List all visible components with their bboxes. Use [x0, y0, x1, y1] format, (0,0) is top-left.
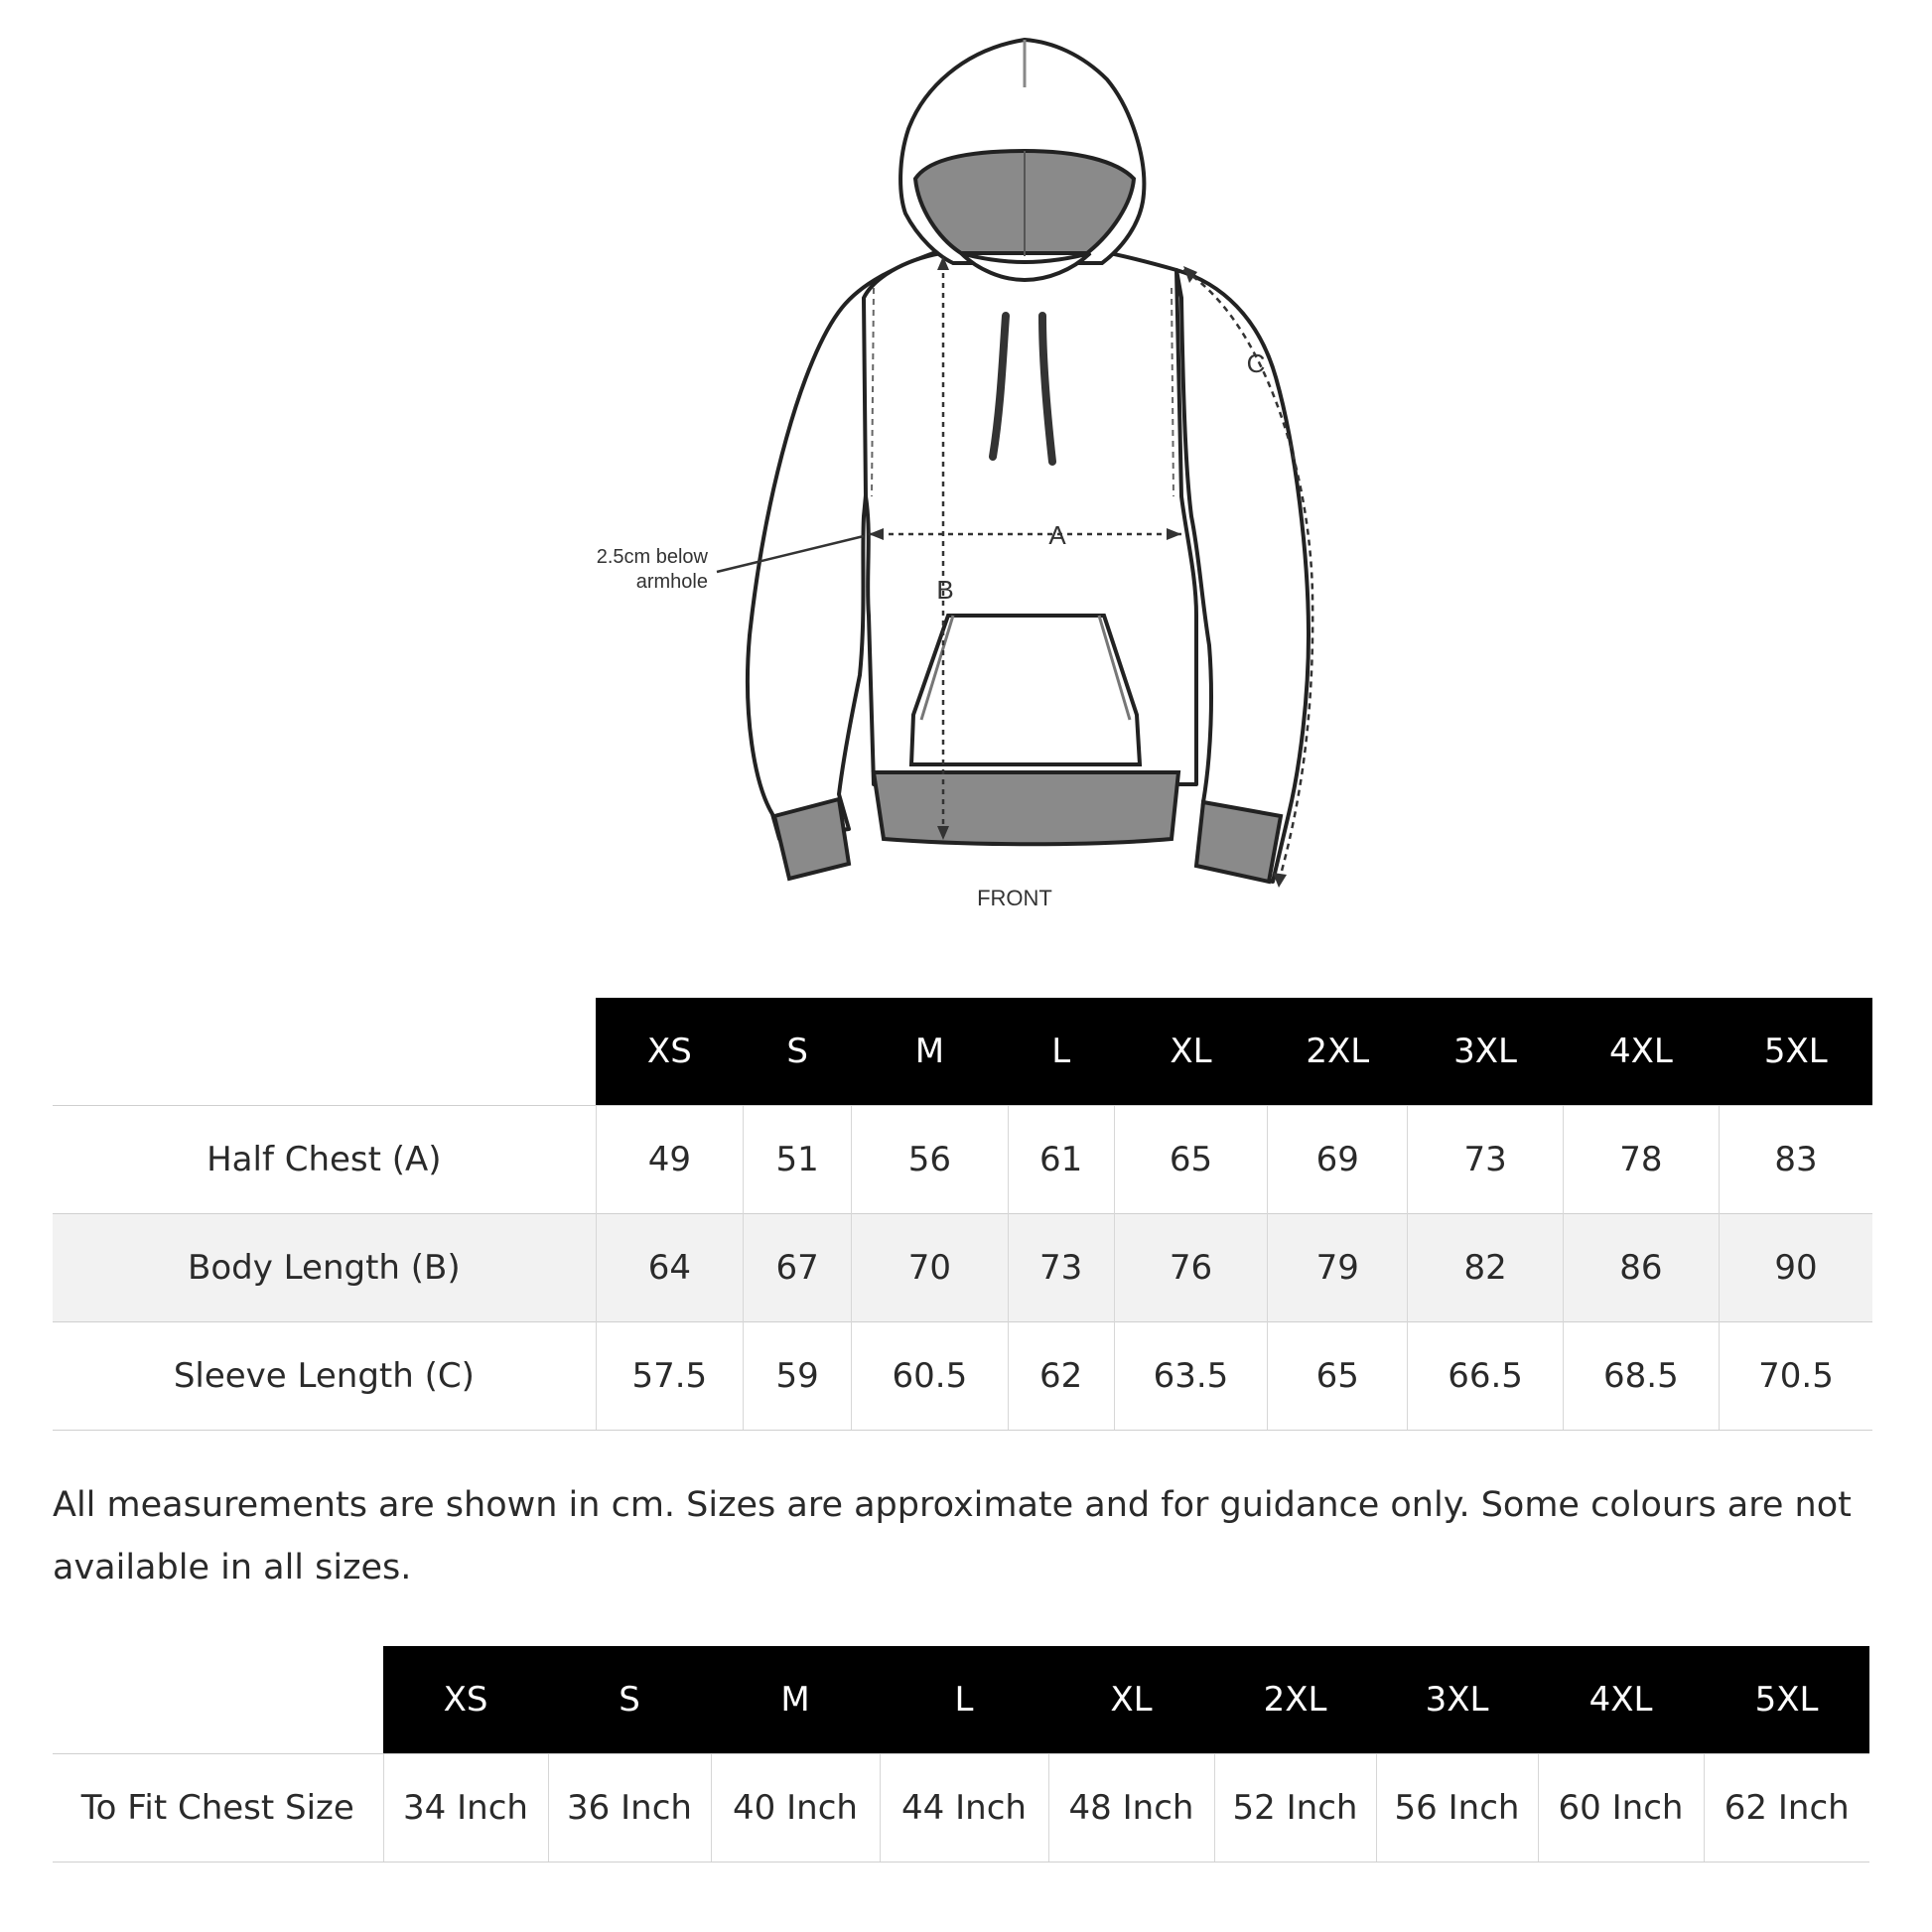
size-header-xl: XL: [1114, 998, 1267, 1106]
table-cell: 90: [1720, 1214, 1872, 1322]
size-header-2xl: 2XL: [1268, 998, 1408, 1106]
table-cell: 36 Inch: [548, 1754, 711, 1863]
table-cell: 70.5: [1720, 1322, 1872, 1431]
row-label: Half Chest (A): [53, 1106, 596, 1214]
armhole-note-line2: armhole: [635, 571, 708, 593]
view-label: FRONT: [977, 886, 1052, 910]
header-corner: [53, 998, 596, 1106]
measurements-note: All measurements are shown in cm. Sizes are approximate and for guidance only. Some colours are not available in all sizes.: [53, 1485, 1852, 1587]
measurements-table: [53, 998, 1872, 1431]
size-header-m: M: [852, 998, 1008, 1106]
table-row: [53, 1214, 1872, 1322]
table-cell: 78: [1563, 1106, 1719, 1214]
table-cell: 70: [852, 1214, 1008, 1322]
size-header-5xl: 5XL: [1704, 1646, 1869, 1754]
row-label: Body Length (B): [53, 1214, 596, 1322]
size-header-3xl: 3XL: [1376, 1646, 1538, 1754]
table-cell: 76: [1114, 1214, 1267, 1322]
table-cell: 60.5: [852, 1322, 1008, 1431]
table-cell: 69: [1268, 1106, 1408, 1214]
table-cell: 48 Inch: [1048, 1754, 1214, 1863]
size-header-3xl: 3XL: [1408, 998, 1563, 1106]
fit-size-table: [53, 1646, 1869, 1863]
table-cell: 82: [1408, 1214, 1563, 1322]
table-cell: 63.5: [1114, 1322, 1267, 1431]
size-header-2xl: 2XL: [1214, 1646, 1376, 1754]
row-label: Sleeve Length (C): [53, 1322, 596, 1431]
table-row: [53, 1106, 1872, 1214]
header-corner: [53, 1646, 383, 1754]
size-header-5xl: 5XL: [1720, 998, 1872, 1106]
table-cell: 62: [1008, 1322, 1114, 1431]
table-cell: 56: [852, 1106, 1008, 1214]
size-header-s: S: [744, 998, 852, 1106]
table-cell: 51: [744, 1106, 852, 1214]
table-cell: 59: [744, 1322, 852, 1431]
table-cell: 73: [1408, 1106, 1563, 1214]
size-header-xs: XS: [596, 998, 743, 1106]
table-cell: 44 Inch: [880, 1754, 1048, 1863]
table-cell: 61: [1008, 1106, 1114, 1214]
table-cell: 66.5: [1408, 1322, 1563, 1431]
pocket: [911, 616, 1140, 764]
table-cell: 65: [1114, 1106, 1267, 1214]
table-cell: 86: [1563, 1214, 1719, 1322]
label-c: C: [1246, 348, 1266, 378]
table-cell: 57.5: [596, 1322, 743, 1431]
size-header-4xl: 4XL: [1563, 998, 1719, 1106]
size-header-s: S: [548, 1646, 711, 1754]
table-cell: 56 Inch: [1376, 1754, 1538, 1863]
size-header-xl: XL: [1048, 1646, 1214, 1754]
table-cell: 60 Inch: [1538, 1754, 1704, 1863]
size-header-row: [53, 1646, 1869, 1754]
table-cell: 52 Inch: [1214, 1754, 1376, 1863]
table-cell: 40 Inch: [711, 1754, 880, 1863]
label-b: B: [936, 575, 954, 605]
table-cell: 67: [744, 1214, 852, 1322]
size-header-l: L: [880, 1646, 1048, 1754]
table-cell: 34 Inch: [383, 1754, 548, 1863]
table-cell: 79: [1268, 1214, 1408, 1322]
size-header-4xl: 4XL: [1538, 1646, 1704, 1754]
table-cell: 49: [596, 1106, 743, 1214]
size-header-xs: XS: [383, 1646, 548, 1754]
table-cell: 64: [596, 1214, 743, 1322]
table-cell: 73: [1008, 1214, 1114, 1322]
hood: [900, 40, 1144, 280]
table-cell: 68.5: [1563, 1322, 1719, 1431]
size-header-l: L: [1008, 998, 1114, 1106]
label-a: A: [1048, 520, 1066, 550]
table-row: [53, 1322, 1872, 1431]
table-cell: 62 Inch: [1704, 1754, 1869, 1863]
size-header-row: [53, 998, 1872, 1106]
size-header-m: M: [711, 1646, 880, 1754]
row-label: To Fit Chest Size: [53, 1754, 383, 1863]
armhole-note-line1: 2.5cm below: [596, 546, 708, 568]
table-cell: 65: [1268, 1322, 1408, 1431]
table-cell: 83: [1720, 1106, 1872, 1214]
hoodie-diagram: [0, 0, 1932, 933]
table-row: [53, 1754, 1869, 1863]
